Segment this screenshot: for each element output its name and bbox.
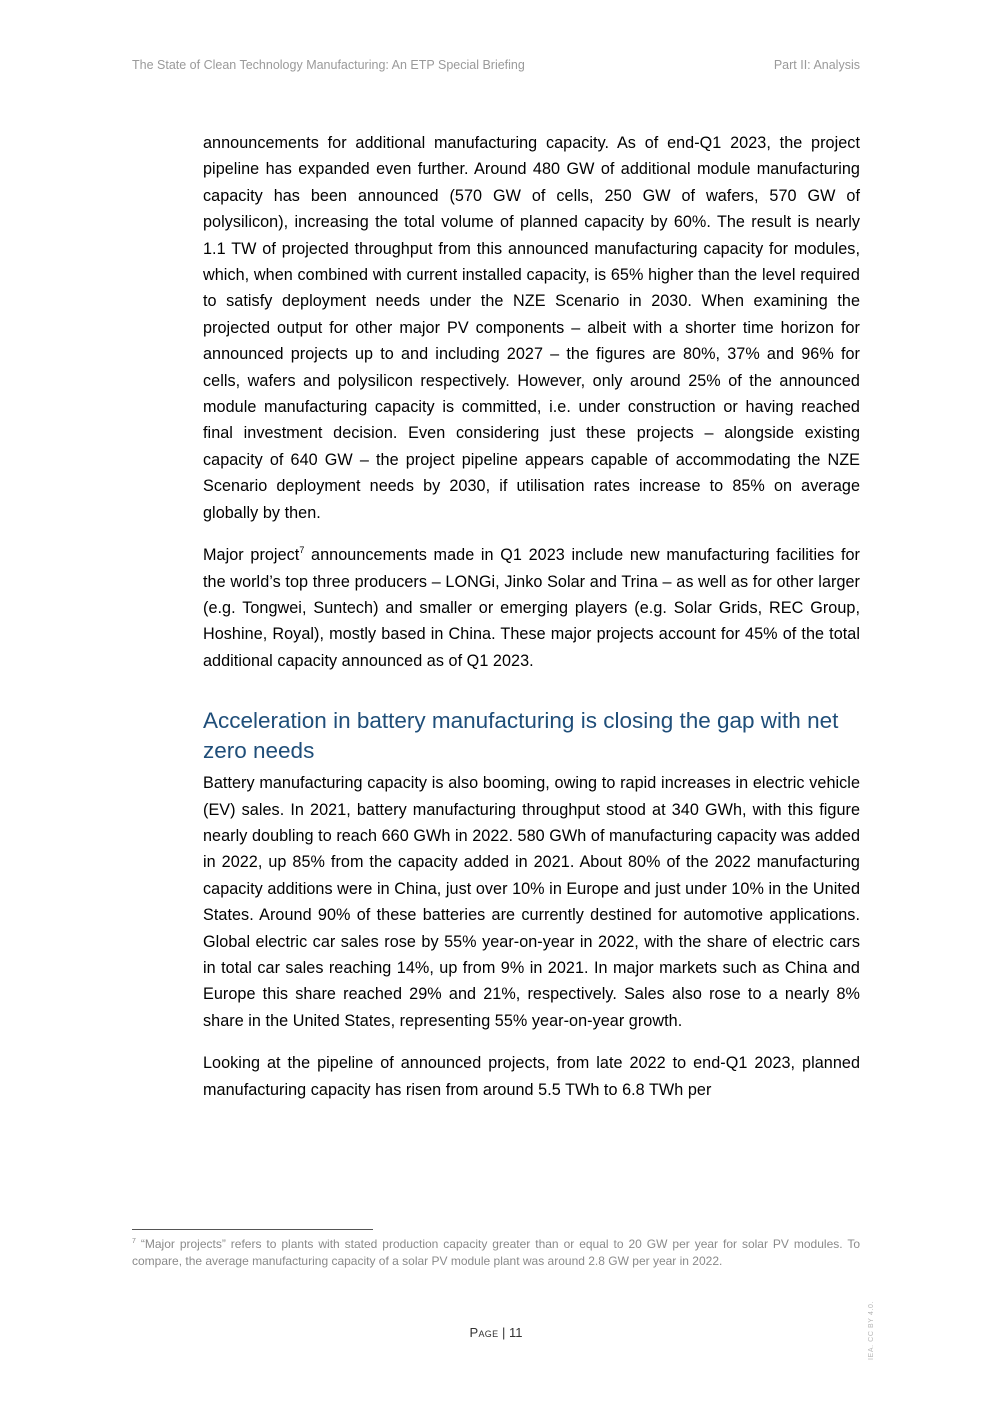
footnote-reference[interactable]: 7 (299, 545, 305, 556)
paragraph-lead: Major project (203, 546, 300, 565)
footnote-text: “Major projects” refers to plants with stated production capacity greater than or equal to 20 GW per year for solar PV modules. To compare, the average manufacturing capacity of a solar PV module plant was around 2.8 GW per year in 2022. (132, 1237, 860, 1268)
page-body (203, 130, 860, 1103)
footnote (132, 1236, 860, 1269)
footnote-marker: 7 (132, 1238, 136, 1245)
license-notice: IEA. CC BY 4.0. (868, 1300, 875, 1360)
body-paragraph (203, 542, 860, 674)
paragraph-text: announcements made in Q1 2023 include new manufacturing facilities for the world’s top three producers – LONGi, Jinko Solar and Trina – as well as for other larger (e.g. Tongwei, Suntech) and smaller or emerging players (e.g. Solar Grids, REC Group, Hoshine, Royal), mostly based in China. These major projects account for 45% of the total additional capacity announced as of Q1 2023. (203, 546, 860, 670)
page-separator: | (498, 1325, 509, 1340)
report-title: The State of Clean Technology Manufacturing: An ETP Special Briefing (132, 58, 525, 72)
section-heading: Acceleration in battery manufacturing is closing the gap with net zero needs (203, 708, 839, 764)
body-paragraph: Battery manufacturing capacity is also booming, owing to rapid increases in electric vehicle (EV) sales. In 2021, battery manufacturing throughput stood at 340 GWh, with this figure nearly doubling to reach 660 GWh in 2022. 580 GWh of manufacturing capacity was added in 2022, up 85% from the capacity added in 2021. About 80% of the 2022 manufacturing capacity additions were in China, just over 10% in Europe and just under 10% in the United States. Around 90% of these batteries are currently destined for automotive applications. Global electric car sales rose by 55% year-on-year in 2022, with the share of electric cars in total car sales reaching 14%, up from 9% in 2021. In major markets such as China and Europe this share reached 29% and 21%, respectively. Sales also rose to a nearly 8% share in the United States, representing 55% year-on-year growth. (203, 774, 860, 1030)
body-paragraph: announcements for additional manufacturing capacity. As of end-Q1 2023, the project pipeline has expanded even further. Around 480 GW of additional module manufacturing capacity has been announced (570 GW of cells, 250 GW of wafers, 570 GW of polysilicon), increasing the total volume of planned capacity by 60%. The result is nearly 1.1 TW of projected throughput from this announced manufacturing capacity for modules, which, when combined with current installed capacity, is 65% higher than the level required to satisfy deployment needs under the NZE Scenario in 2030. When examining the projected output for other major PV components – albeit with a shorter time horizon for announced projects up to and including 2027 – the figures are 80%, 37% and 96% for cells, wafers and polysilicon respectively. However, only around 25% of the announced module manufacturing capacity is committed, i.e. under construction or having reached final investment decision. Even considering just these projects – alongside existing capacity of 640 GW – the project pipeline appears capable of accommodating the NZE Scenario deployment needs by 2030, if utilisation rates increase to 85% on average globally by then. (203, 134, 860, 522)
section-label: Part II: Analysis (773, 58, 860, 72)
page-label: Page (469, 1325, 499, 1340)
page-number: 11 (509, 1325, 523, 1340)
page-footer (0, 1325, 992, 1340)
body-paragraph: Looking at the pipeline of announced projects, from late 2022 to end-Q1 2023, planned manufacturing capacity has risen from around 5.5 TWh to 6.8 TWh per (203, 1054, 860, 1099)
footnote-divider (132, 1229, 373, 1230)
running-header (132, 58, 860, 76)
